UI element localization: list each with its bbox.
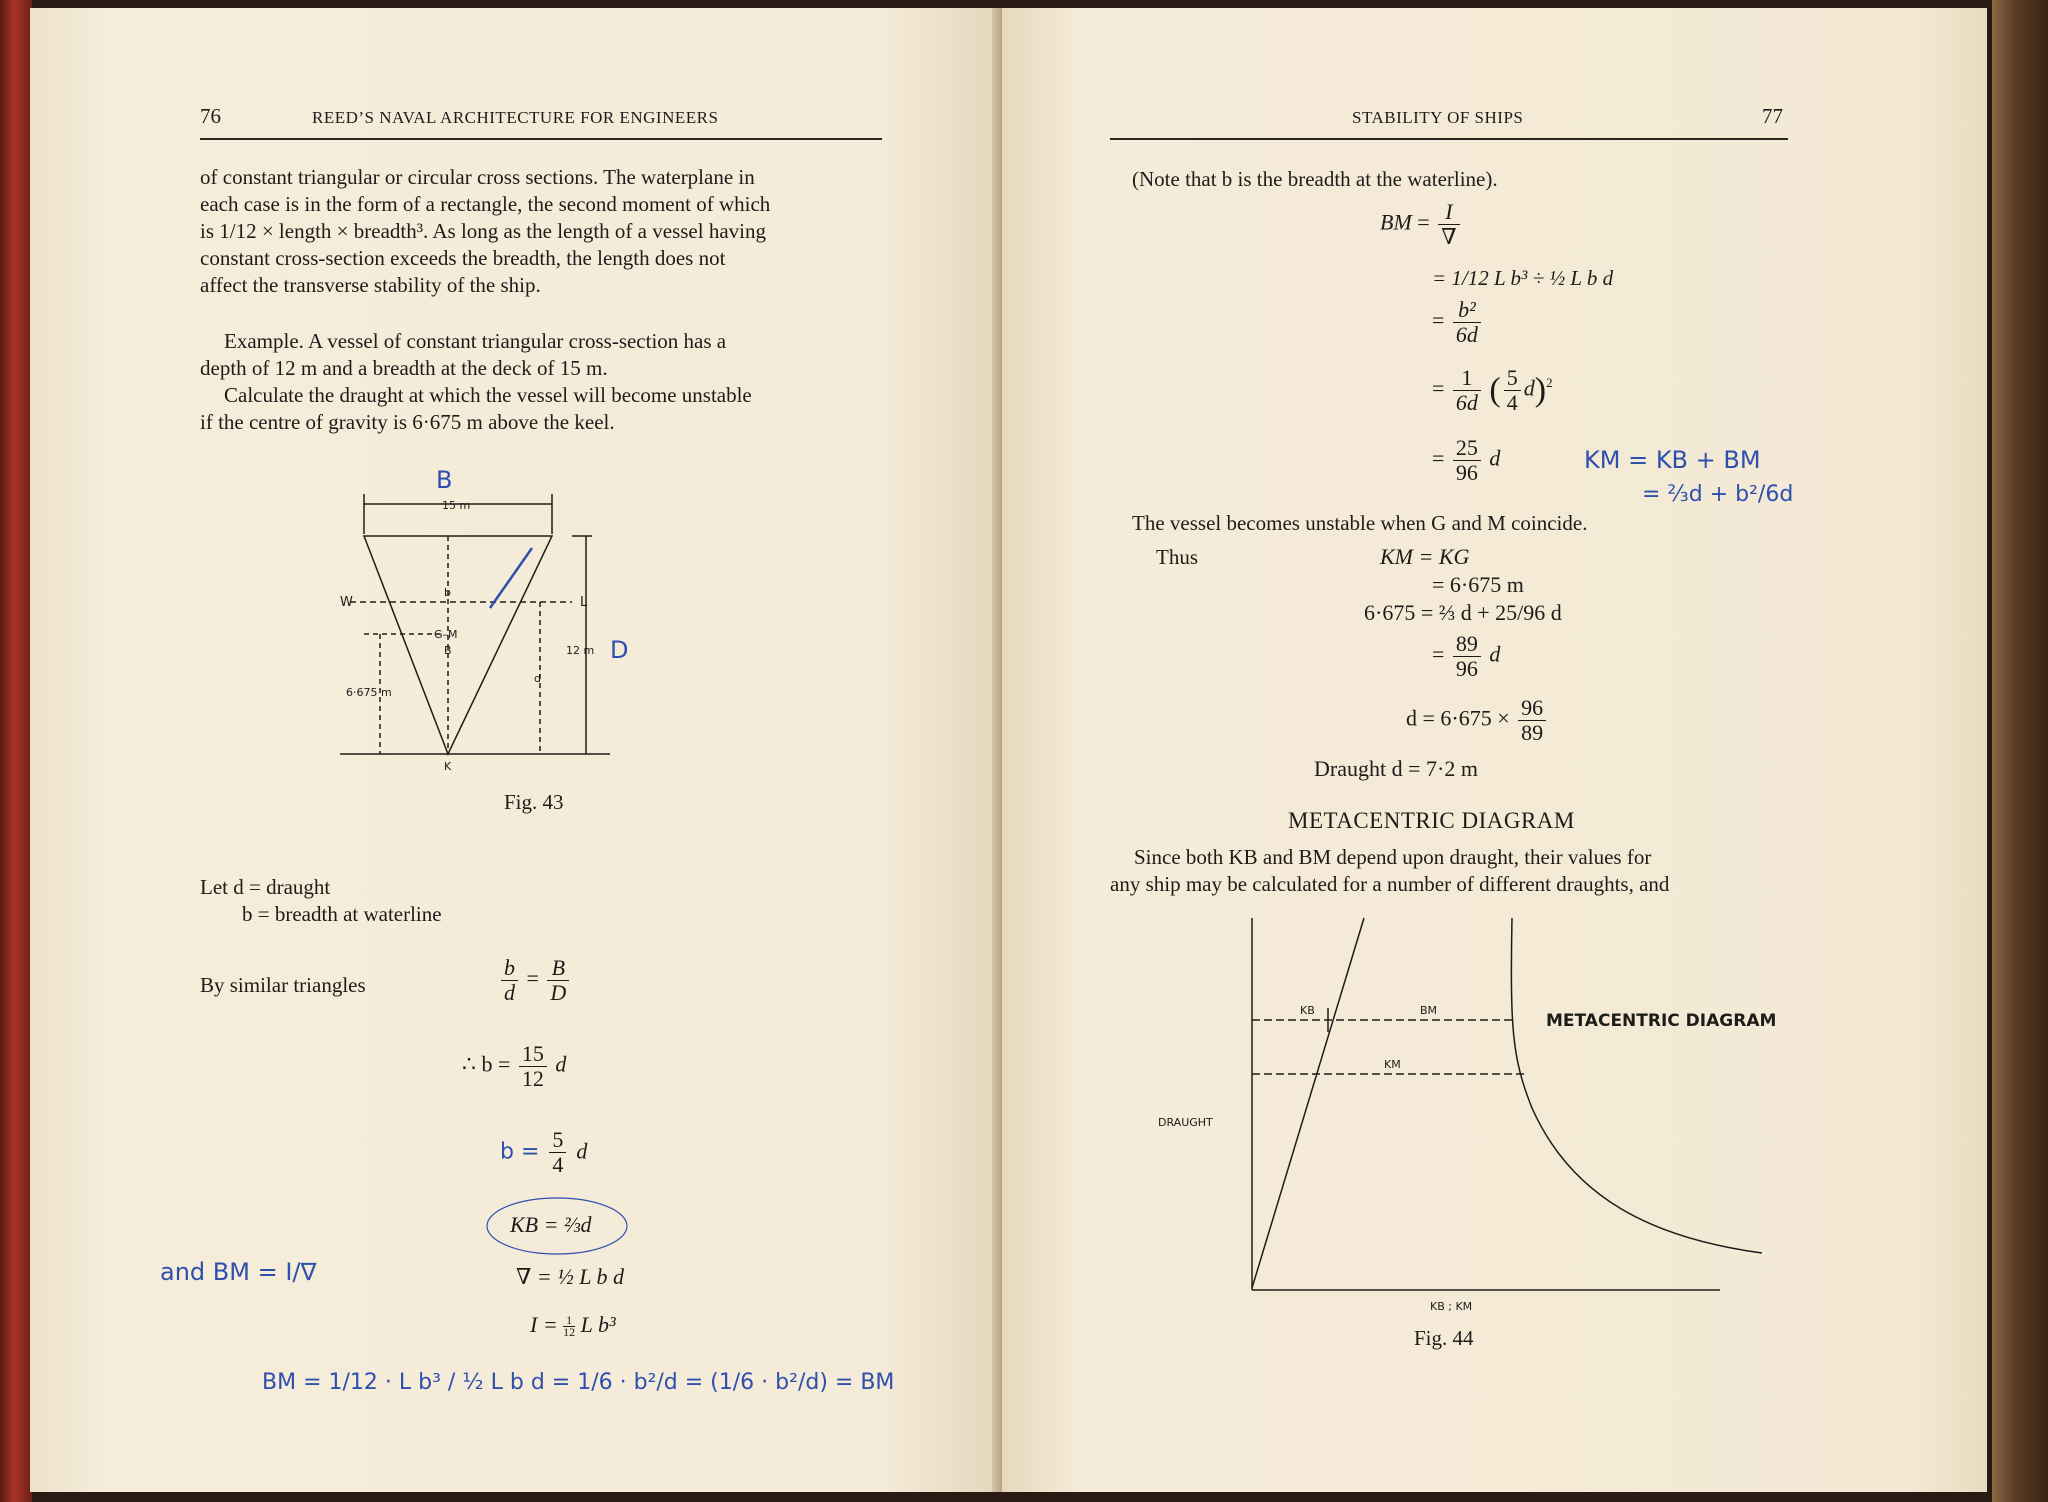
solve-line-3: 6·675 = ⅔ d + 25/96 d bbox=[1364, 600, 1562, 625]
handwritten-d: D bbox=[610, 636, 629, 664]
right-page bbox=[1002, 8, 1987, 1492]
book-edge-right bbox=[1992, 0, 2048, 1502]
fig44-title: METACENTRIC DIAGRAM bbox=[1546, 1011, 1777, 1031]
fig43-k-label: K bbox=[444, 760, 452, 773]
text-line: any ship may be calculated for a number of different draughts, and bbox=[1110, 872, 1670, 896]
bm-step-5: = $\frac{25}{96}$ d bbox=[1432, 435, 1501, 485]
handwritten-mark bbox=[490, 548, 532, 608]
text-line: b = breadth at waterline bbox=[242, 902, 442, 926]
page-number: 76 bbox=[200, 104, 221, 128]
fig43-gm-label: G–M bbox=[434, 628, 458, 641]
let-definitions bbox=[200, 874, 600, 928]
second-moment-equation: I = $\frac{1}{12}$ L b³ bbox=[530, 1312, 616, 1340]
handwritten-b: B bbox=[436, 468, 453, 494]
fig43-breadth-label: 15 m bbox=[442, 499, 471, 512]
text-line: affect the transverse stability of the ship. bbox=[200, 273, 541, 297]
fig43-caption: Fig. 43 bbox=[504, 790, 564, 814]
fig44-y-label: DRAUGHT bbox=[1158, 1116, 1213, 1129]
triangle-section bbox=[364, 536, 552, 754]
fig44-km-label: KM bbox=[1384, 1058, 1401, 1071]
ratio-equation: $\frac{b}{d}$ = $\frac{B}{D}$ bbox=[498, 956, 572, 1005]
fig43-l-label: L bbox=[580, 595, 588, 610]
solve-line-2: = 6·675 m bbox=[1432, 572, 1524, 597]
book-edge-left bbox=[0, 0, 32, 1502]
handwritten-and-bm: and BM = I/∇ bbox=[160, 1258, 317, 1286]
text-line: constant cross-section exceeds the breadth, the length does not bbox=[200, 246, 726, 270]
text-line: if the centre of gravity is 6·675 m above the keel. bbox=[200, 410, 615, 434]
text-line: Let d = draught bbox=[200, 875, 331, 899]
text-line: Since both KB and BM depend upon draught, their values for bbox=[1134, 845, 1652, 869]
km-curve bbox=[1511, 918, 1762, 1253]
example-paragraph bbox=[200, 328, 882, 436]
kb-equation: KB = ⅔d bbox=[510, 1212, 592, 1237]
text-line: is 1/12 × length × breadth³. As long as the length of a vessel having bbox=[200, 219, 766, 243]
left-page bbox=[30, 8, 1000, 1492]
solve-line-5: d = 6·675 × $\frac{96}{89}$ bbox=[1406, 696, 1549, 745]
volume-equation: ∇ = ½ L b d bbox=[516, 1264, 625, 1289]
kb-line bbox=[1252, 918, 1364, 1288]
fig44-kb-label: KB bbox=[1300, 1004, 1315, 1017]
fig43-w-label: W bbox=[340, 595, 353, 610]
text-line: Calculate the draught at which the vessel will become unstable bbox=[224, 383, 752, 407]
section-paragraph bbox=[1110, 844, 1788, 898]
running-head: REED’S NAVAL ARCHITECTURE FOR ENGINEERS bbox=[312, 108, 719, 127]
handwritten-bm-derivation: BM = 1/12 · L b³ / ½ L b d = 1/6 · b²/d = (1/6 · b²/d) = BM bbox=[262, 1370, 895, 1395]
bm-step-4: = $\frac{1}{6d}$ ( $\frac{5}{4}$ d)$^2$ bbox=[1432, 365, 1553, 415]
draught-result: Draught d = 7·2 m bbox=[1314, 756, 1478, 781]
bm-step-1: BM = $\frac{I}{\nabla}$ bbox=[1380, 200, 1463, 249]
text-line: each case is in the form of a rectangle, the second moment of which bbox=[200, 192, 771, 216]
fig43-b-label: b bbox=[444, 586, 451, 599]
bm-step-2: = 1/12 L b³ ÷ ½ L b d bbox=[1432, 266, 1614, 290]
note-line: (Note that b is the breadth at the waterline). bbox=[1132, 167, 1498, 191]
handwritten-km: KM = KB + BM bbox=[1584, 446, 1761, 474]
text-line: of constant triangular or circular cross sections. The waterplane in bbox=[200, 165, 755, 189]
fig43-bb-label: B bbox=[444, 644, 452, 657]
handwritten-km-expansion: = ⅔d + b²/6d bbox=[1642, 482, 1794, 507]
fig43-kg-label: 6·675 m bbox=[346, 686, 392, 699]
fig44-caption: Fig. 44 bbox=[1414, 1326, 1474, 1350]
fig43-d-label: d bbox=[534, 672, 541, 685]
similar-triangles-label: By similar triangles bbox=[200, 973, 366, 997]
unstable-line: The vessel becomes unstable when G and M coincide. bbox=[1132, 511, 1588, 535]
bm-step-3: = $\frac{\text{b²}}{6d}$ bbox=[1432, 298, 1484, 347]
thus-label: Thus bbox=[1156, 545, 1198, 569]
header-rule bbox=[1110, 138, 1788, 140]
section-heading: METACENTRIC DIAGRAM bbox=[1288, 808, 1575, 833]
running-head: STABILITY OF SHIPS bbox=[1352, 108, 1524, 127]
fig44-x-label: KB ; KM bbox=[1430, 1300, 1473, 1313]
fig43-diagram bbox=[340, 468, 780, 788]
intro-paragraph bbox=[200, 164, 882, 299]
fig44-bm-label: BM bbox=[1420, 1004, 1438, 1017]
text-line: Example. A vessel of constant triangular cross-section has a bbox=[224, 329, 727, 353]
b-equation: ∴ b = $\frac{15}{12}$ d bbox=[462, 1041, 567, 1091]
handwritten-b-equation: b = $\frac{5}{4}$ d bbox=[500, 1127, 588, 1177]
header-rule bbox=[200, 138, 882, 140]
solve-line-4: = $\frac{89}{96}$ d bbox=[1432, 631, 1501, 681]
fig43-depth-label: 12 m bbox=[566, 644, 595, 657]
fig44-diagram bbox=[1152, 908, 1842, 1328]
solve-line-1: KM = KG bbox=[1380, 544, 1470, 569]
page-number: 77 bbox=[1762, 104, 1783, 128]
text-line: depth of 12 m and a breadth at the deck of 15 m. bbox=[200, 356, 608, 380]
